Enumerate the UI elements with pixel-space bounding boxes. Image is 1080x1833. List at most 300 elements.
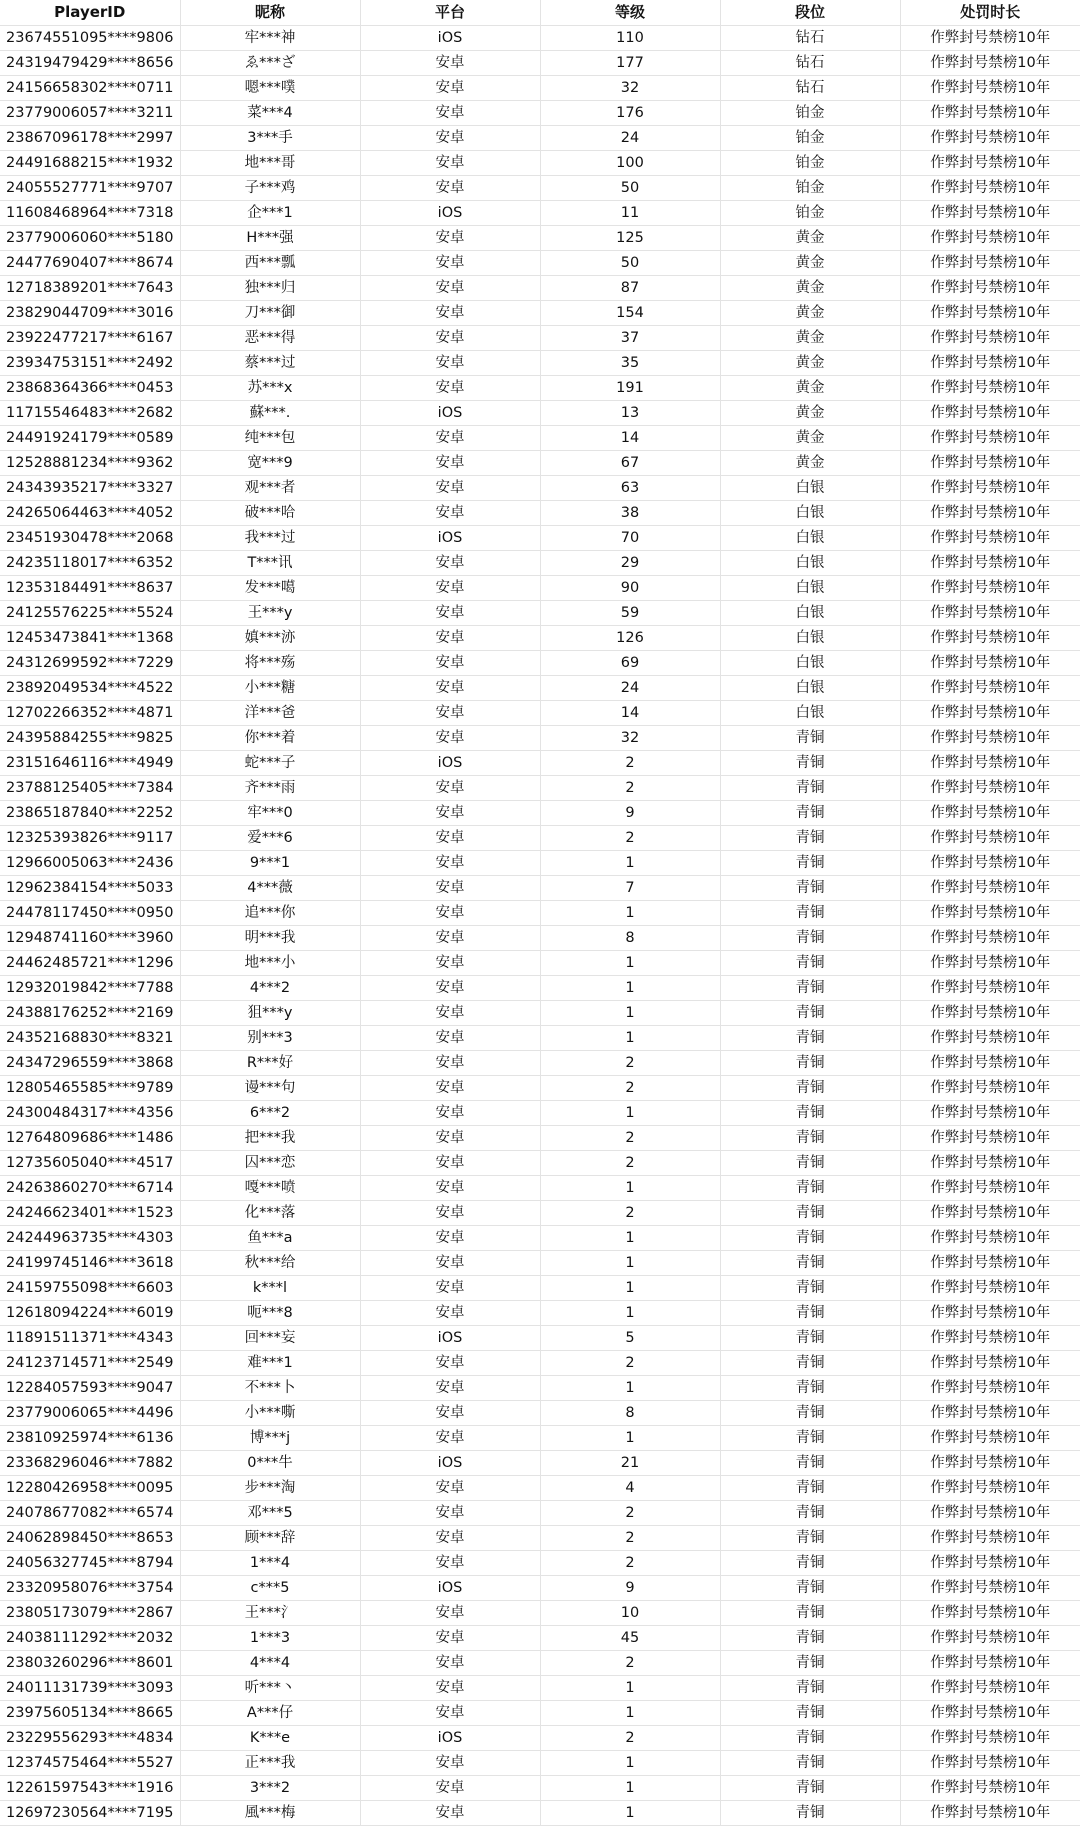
table-row [0, 326, 1080, 351]
rank-cell: 青铜 [720, 901, 900, 926]
penalty-cell: 作弊封号禁榜10年 [900, 251, 1080, 276]
level-cell: 2 [540, 1126, 720, 1151]
nickname-cell: 明***我 [180, 926, 360, 951]
rank-cell: 青铜 [720, 1201, 900, 1226]
player-id-cell: 12453473841****1368 [0, 626, 180, 651]
level-cell: 1 [540, 1026, 720, 1051]
level-cell: 1 [540, 951, 720, 976]
penalty-cell: 作弊封号禁榜10年 [900, 1101, 1080, 1126]
table-row [0, 426, 1080, 451]
platform-cell: 安卓 [360, 726, 540, 751]
table-row [0, 51, 1080, 76]
level-cell: 1 [540, 1376, 720, 1401]
rank-cell: 青铜 [720, 1801, 900, 1826]
level-cell: 1 [540, 976, 720, 1001]
nickname-cell: 小***嘶 [180, 1401, 360, 1426]
rank-cell: 青铜 [720, 1651, 900, 1676]
penalty-cell: 作弊封号禁榜10年 [900, 926, 1080, 951]
header-penalty: 处罚时长 [900, 0, 1080, 26]
rank-cell: 青铜 [720, 726, 900, 751]
nickname-cell: 难***1 [180, 1351, 360, 1376]
level-cell: 37 [540, 326, 720, 351]
platform-cell: 安卓 [360, 876, 540, 901]
player-id-cell: 23867096178****2997 [0, 126, 180, 151]
penalty-cell: 作弊封号禁榜10年 [900, 626, 1080, 651]
nickname-cell: 企***1 [180, 201, 360, 226]
platform-cell: 安卓 [360, 251, 540, 276]
nickname-cell: 蔡***过 [180, 351, 360, 376]
table-row [0, 1276, 1080, 1301]
player-id-cell: 12284057593****9047 [0, 1376, 180, 1401]
platform-cell: 安卓 [360, 176, 540, 201]
nickname-cell: 破***哈 [180, 501, 360, 526]
platform-cell: 安卓 [360, 551, 540, 576]
penalty-cell: 作弊封号禁榜10年 [900, 1276, 1080, 1301]
nickname-cell: 追***你 [180, 901, 360, 926]
rank-cell: 铂金 [720, 101, 900, 126]
rank-cell: 白银 [720, 651, 900, 676]
platform-cell: 安卓 [360, 1176, 540, 1201]
penalty-cell: 作弊封号禁榜10年 [900, 276, 1080, 301]
rank-cell: 青铜 [720, 1351, 900, 1376]
nickname-cell: 牢***0 [180, 801, 360, 826]
nickname-cell: 步***淘 [180, 1476, 360, 1501]
nickname-cell: 独***归 [180, 276, 360, 301]
penalty-cell: 作弊封号禁榜10年 [900, 1751, 1080, 1776]
rank-cell: 青铜 [720, 1551, 900, 1576]
platform-cell: 安卓 [360, 501, 540, 526]
player-id-cell: 23229556293****4834 [0, 1726, 180, 1751]
level-cell: 9 [540, 1576, 720, 1601]
table-row [0, 1626, 1080, 1651]
rank-cell: 白银 [720, 476, 900, 501]
rank-cell: 铂金 [720, 151, 900, 176]
table-row [0, 876, 1080, 901]
rank-cell: 青铜 [720, 1501, 900, 1526]
table-row [0, 576, 1080, 601]
table-row [0, 1651, 1080, 1676]
platform-cell: 安卓 [360, 1476, 540, 1501]
platform-cell: iOS [360, 1326, 540, 1351]
player-id-cell: 24062898450****8653 [0, 1526, 180, 1551]
table-body [0, 26, 1080, 1826]
rank-cell: 青铜 [720, 1001, 900, 1026]
penalty-cell: 作弊封号禁榜10年 [900, 1726, 1080, 1751]
penalty-cell: 作弊封号禁榜10年 [900, 576, 1080, 601]
platform-cell: 安卓 [360, 1376, 540, 1401]
platform-cell: 安卓 [360, 1001, 540, 1026]
table-row [0, 126, 1080, 151]
platform-cell: 安卓 [360, 351, 540, 376]
platform-cell: iOS [360, 1726, 540, 1751]
platform-cell: 安卓 [360, 1501, 540, 1526]
table-row [0, 1551, 1080, 1576]
table-row [0, 676, 1080, 701]
platform-cell: 安卓 [360, 1551, 540, 1576]
penalty-cell: 作弊封号禁榜10年 [900, 1526, 1080, 1551]
table-row [0, 151, 1080, 176]
nickname-cell: 地***小 [180, 951, 360, 976]
platform-cell: iOS [360, 526, 540, 551]
platform-cell: 安卓 [360, 376, 540, 401]
level-cell: 2 [540, 1551, 720, 1576]
rank-cell: 青铜 [720, 776, 900, 801]
table-row [0, 501, 1080, 526]
table-row [0, 826, 1080, 851]
penalty-cell: 作弊封号禁榜10年 [900, 976, 1080, 1001]
platform-cell: 安卓 [360, 276, 540, 301]
level-cell: 2 [540, 1351, 720, 1376]
penalty-cell: 作弊封号禁榜10年 [900, 1176, 1080, 1201]
table-row [0, 176, 1080, 201]
table-row [0, 1151, 1080, 1176]
player-id-cell: 23451930478****2068 [0, 526, 180, 551]
level-cell: 100 [540, 151, 720, 176]
level-cell: 38 [540, 501, 720, 526]
rank-cell: 青铜 [720, 1401, 900, 1426]
level-cell: 1 [540, 1276, 720, 1301]
table-row [0, 201, 1080, 226]
nickname-cell: 鱼***a [180, 1226, 360, 1251]
platform-cell: 安卓 [360, 651, 540, 676]
nickname-cell: 4***2 [180, 976, 360, 1001]
nickname-cell: 不***卜 [180, 1376, 360, 1401]
player-id-cell: 24477690407****8674 [0, 251, 180, 276]
rank-cell: 青铜 [720, 801, 900, 826]
rank-cell: 青铜 [720, 1601, 900, 1626]
platform-cell: 安卓 [360, 701, 540, 726]
nickname-cell: 宽***9 [180, 451, 360, 476]
nickname-cell: 嘎***喷 [180, 1176, 360, 1201]
header-nickname: 昵称 [180, 0, 360, 26]
platform-cell: 安卓 [360, 801, 540, 826]
rank-cell: 青铜 [720, 1276, 900, 1301]
penalty-cell: 作弊封号禁榜10年 [900, 1551, 1080, 1576]
penalty-cell: 作弊封号禁榜10年 [900, 376, 1080, 401]
level-cell: 7 [540, 876, 720, 901]
platform-cell: 安卓 [360, 951, 540, 976]
player-id-cell: 24263860270****6714 [0, 1176, 180, 1201]
player-id-cell: 24312699592****7229 [0, 651, 180, 676]
nickname-cell: 小***糖 [180, 676, 360, 701]
table-row [0, 551, 1080, 576]
table-row [0, 76, 1080, 101]
player-id-cell: 12353184491****8637 [0, 576, 180, 601]
player-id-cell: 12718389201****7643 [0, 276, 180, 301]
platform-cell: 安卓 [360, 151, 540, 176]
platform-cell: 安卓 [360, 626, 540, 651]
nickname-cell: 囚***恋 [180, 1151, 360, 1176]
rank-cell: 白银 [720, 601, 900, 626]
player-id-cell: 24265064463****4052 [0, 501, 180, 526]
penalty-cell: 作弊封号禁榜10年 [900, 451, 1080, 476]
penalty-cell: 作弊封号禁榜10年 [900, 201, 1080, 226]
nickname-cell: 听***丶 [180, 1676, 360, 1701]
player-id-cell: 23803260296****8601 [0, 1651, 180, 1676]
platform-cell: 安卓 [360, 476, 540, 501]
level-cell: 2 [540, 1501, 720, 1526]
table-row [0, 1776, 1080, 1801]
nickname-cell: 化***落 [180, 1201, 360, 1226]
rank-cell: 黄金 [720, 351, 900, 376]
rank-cell: 黄金 [720, 301, 900, 326]
level-cell: 24 [540, 126, 720, 151]
level-cell: 14 [540, 701, 720, 726]
level-cell: 1 [540, 1751, 720, 1776]
player-id-cell: 12702266352****4871 [0, 701, 180, 726]
nickname-cell: 蛇***子 [180, 751, 360, 776]
rank-cell: 青铜 [720, 1101, 900, 1126]
table-row [0, 1401, 1080, 1426]
platform-cell: 安卓 [360, 451, 540, 476]
platform-cell: 安卓 [360, 1101, 540, 1126]
level-cell: 1 [540, 1676, 720, 1701]
penalty-cell: 作弊封号禁榜10年 [900, 1226, 1080, 1251]
penalty-cell: 作弊封号禁榜10年 [900, 1001, 1080, 1026]
nickname-cell: 3***2 [180, 1776, 360, 1801]
rank-cell: 黄金 [720, 276, 900, 301]
penalty-cell: 作弊封号禁榜10年 [900, 151, 1080, 176]
penalty-cell: 作弊封号禁榜10年 [900, 1501, 1080, 1526]
nickname-cell: 谩***句 [180, 1076, 360, 1101]
nickname-cell: 别***3 [180, 1026, 360, 1051]
player-id-cell: 24038111292****2032 [0, 1626, 180, 1651]
rank-cell: 黄金 [720, 451, 900, 476]
nickname-cell: 地***哥 [180, 151, 360, 176]
table-row [0, 1201, 1080, 1226]
nickname-cell: c***5 [180, 1576, 360, 1601]
penalty-cell: 作弊封号禁榜10年 [900, 1301, 1080, 1326]
nickname-cell: 嫃***洂 [180, 626, 360, 651]
level-cell: 1 [540, 1001, 720, 1026]
penalty-cell: 作弊封号禁榜10年 [900, 126, 1080, 151]
platform-cell: 安卓 [360, 676, 540, 701]
nickname-cell: 嗯***噗 [180, 76, 360, 101]
level-cell: 1 [540, 1776, 720, 1801]
penalty-cell: 作弊封号禁榜10年 [900, 476, 1080, 501]
nickname-cell: 4***4 [180, 1651, 360, 1676]
penalty-cell: 作弊封号禁榜10年 [900, 501, 1080, 526]
nickname-cell: 1***4 [180, 1551, 360, 1576]
player-id-cell: 12966005063****2436 [0, 851, 180, 876]
player-id-cell: 24388176252****2169 [0, 1001, 180, 1026]
rank-cell: 青铜 [720, 851, 900, 876]
player-id-cell: 12618094224****6019 [0, 1301, 180, 1326]
player-id-cell: 24078677082****6574 [0, 1501, 180, 1526]
nickname-cell: 0***牛 [180, 1451, 360, 1476]
table-row [0, 1051, 1080, 1076]
player-id-cell: 24352168830****8321 [0, 1026, 180, 1051]
rank-cell: 黄金 [720, 226, 900, 251]
table-row [0, 1026, 1080, 1051]
player-id-cell: 11891511371****4343 [0, 1326, 180, 1351]
level-cell: 21 [540, 1451, 720, 1476]
rank-cell: 青铜 [720, 1026, 900, 1051]
level-cell: 63 [540, 476, 720, 501]
penalty-cell: 作弊封号禁榜10年 [900, 551, 1080, 576]
player-id-cell: 11608468964****7318 [0, 201, 180, 226]
platform-cell: 安卓 [360, 576, 540, 601]
table-row [0, 1476, 1080, 1501]
player-id-cell: 24235118017****6352 [0, 551, 180, 576]
table-row [0, 376, 1080, 401]
level-cell: 50 [540, 251, 720, 276]
player-id-cell: 11715546483****2682 [0, 401, 180, 426]
rank-cell: 青铜 [720, 1676, 900, 1701]
penalty-cell: 作弊封号禁榜10年 [900, 1776, 1080, 1801]
table-row [0, 1451, 1080, 1476]
level-cell: 9 [540, 801, 720, 826]
player-id-cell: 24159755098****6603 [0, 1276, 180, 1301]
table-row [0, 1251, 1080, 1276]
penalty-cell: 作弊封号禁榜10年 [900, 176, 1080, 201]
platform-cell: 安卓 [360, 1601, 540, 1626]
nickname-cell: 牢***神 [180, 26, 360, 51]
table-row [0, 651, 1080, 676]
table-row [0, 101, 1080, 126]
nickname-cell: 蘇***. [180, 401, 360, 426]
rank-cell: 青铜 [720, 1376, 900, 1401]
table-row [0, 726, 1080, 751]
table-row [0, 801, 1080, 826]
player-id-cell: 12280426958****0095 [0, 1476, 180, 1501]
nickname-cell: 狙***y [180, 1001, 360, 1026]
player-id-cell: 12962384154****5033 [0, 876, 180, 901]
platform-cell: 安卓 [360, 101, 540, 126]
rank-cell: 黄金 [720, 326, 900, 351]
nickname-cell: 把***我 [180, 1126, 360, 1151]
player-id-cell: 24491688215****1932 [0, 151, 180, 176]
level-cell: 1 [540, 1101, 720, 1126]
player-id-cell: 12697230564****7195 [0, 1801, 180, 1826]
penalty-cell: 作弊封号禁榜10年 [900, 1326, 1080, 1351]
level-cell: 4 [540, 1476, 720, 1501]
level-cell: 32 [540, 726, 720, 751]
level-cell: 8 [540, 1401, 720, 1426]
platform-cell: 安卓 [360, 1751, 540, 1776]
nickname-cell: 苏***x [180, 376, 360, 401]
nickname-cell: 西***瓢 [180, 251, 360, 276]
nickname-cell: R***好 [180, 1051, 360, 1076]
platform-cell: 安卓 [360, 776, 540, 801]
rank-cell: 青铜 [720, 1076, 900, 1101]
player-id-cell: 23320958076****3754 [0, 1576, 180, 1601]
level-cell: 1 [540, 1426, 720, 1451]
nickname-cell: 回***妄 [180, 1326, 360, 1351]
nickname-cell: k***l [180, 1276, 360, 1301]
nickname-cell: A***仔 [180, 1701, 360, 1726]
nickname-cell: 王***氵 [180, 1601, 360, 1626]
level-cell: 59 [540, 601, 720, 626]
platform-cell: iOS [360, 1576, 540, 1601]
player-id-cell: 23779006060****5180 [0, 226, 180, 251]
platform-cell: iOS [360, 26, 540, 51]
table-row [0, 26, 1080, 51]
nickname-cell: 我***过 [180, 526, 360, 551]
level-cell: 191 [540, 376, 720, 401]
player-id-cell: 24056327745****8794 [0, 1551, 180, 1576]
nickname-cell: 恶***得 [180, 326, 360, 351]
player-id-cell: 23788125405****7384 [0, 776, 180, 801]
penalty-cell: 作弊封号禁榜10年 [900, 1026, 1080, 1051]
penalty-cell: 作弊封号禁榜10年 [900, 751, 1080, 776]
header-level: 等级 [540, 0, 720, 26]
table-row [0, 1176, 1080, 1201]
table-row [0, 401, 1080, 426]
player-id-cell: 23865187840****2252 [0, 801, 180, 826]
level-cell: 2 [540, 1201, 720, 1226]
platform-cell: iOS [360, 401, 540, 426]
table-row [0, 1351, 1080, 1376]
rank-cell: 白银 [720, 676, 900, 701]
nickname-cell: 6***2 [180, 1101, 360, 1126]
table-row [0, 601, 1080, 626]
platform-cell: 安卓 [360, 901, 540, 926]
table-row [0, 526, 1080, 551]
player-id-cell: 23922477217****6167 [0, 326, 180, 351]
table-row [0, 901, 1080, 926]
platform-cell: 安卓 [360, 1276, 540, 1301]
penalty-cell: 作弊封号禁榜10年 [900, 676, 1080, 701]
nickname-cell: 刀***御 [180, 301, 360, 326]
platform-cell: 安卓 [360, 1626, 540, 1651]
nickname-cell: 爱***6 [180, 826, 360, 851]
level-cell: 2 [540, 1726, 720, 1751]
platform-cell: iOS [360, 1451, 540, 1476]
platform-cell: 安卓 [360, 1251, 540, 1276]
penalty-cell: 作弊封号禁榜10年 [900, 826, 1080, 851]
level-cell: 24 [540, 676, 720, 701]
nickname-cell: 纯***包 [180, 426, 360, 451]
table-row [0, 1426, 1080, 1451]
player-id-cell: 24246623401****1523 [0, 1201, 180, 1226]
level-cell: 10 [540, 1601, 720, 1626]
level-cell: 8 [540, 926, 720, 951]
rank-cell: 白银 [720, 551, 900, 576]
rank-cell: 白银 [720, 501, 900, 526]
header-platform: 平台 [360, 0, 540, 26]
level-cell: 11 [540, 201, 720, 226]
platform-cell: iOS [360, 201, 540, 226]
penalty-cell: 作弊封号禁榜10年 [900, 776, 1080, 801]
level-cell: 1 [540, 1301, 720, 1326]
nickname-cell: H***强 [180, 226, 360, 251]
penalty-cell: 作弊封号禁榜10年 [900, 326, 1080, 351]
player-id-cell: 23151646116****4949 [0, 751, 180, 776]
nickname-cell: 秋***给 [180, 1251, 360, 1276]
penalty-cell: 作弊封号禁榜10年 [900, 876, 1080, 901]
player-id-cell: 23810925974****6136 [0, 1426, 180, 1451]
penalty-cell: 作弊封号禁榜10年 [900, 651, 1080, 676]
penalty-cell: 作弊封号禁榜10年 [900, 801, 1080, 826]
player-id-cell: 24300484317****4356 [0, 1101, 180, 1126]
nickname-cell: 風***梅 [180, 1801, 360, 1826]
rank-cell: 青铜 [720, 1576, 900, 1601]
penalty-cell: 作弊封号禁榜10年 [900, 901, 1080, 926]
nickname-cell: 正***我 [180, 1751, 360, 1776]
nickname-cell: 洋***爸 [180, 701, 360, 726]
nickname-cell: 4***薇 [180, 876, 360, 901]
level-cell: 87 [540, 276, 720, 301]
penalty-cell: 作弊封号禁榜10年 [900, 1701, 1080, 1726]
player-id-cell: 12735605040****4517 [0, 1151, 180, 1176]
rank-cell: 铂金 [720, 126, 900, 151]
player-id-cell: 12764809686****1486 [0, 1126, 180, 1151]
table-row [0, 1576, 1080, 1601]
nickname-cell: 邓***5 [180, 1501, 360, 1526]
penalty-cell: 作弊封号禁榜10年 [900, 1801, 1080, 1826]
level-cell: 2 [540, 1151, 720, 1176]
